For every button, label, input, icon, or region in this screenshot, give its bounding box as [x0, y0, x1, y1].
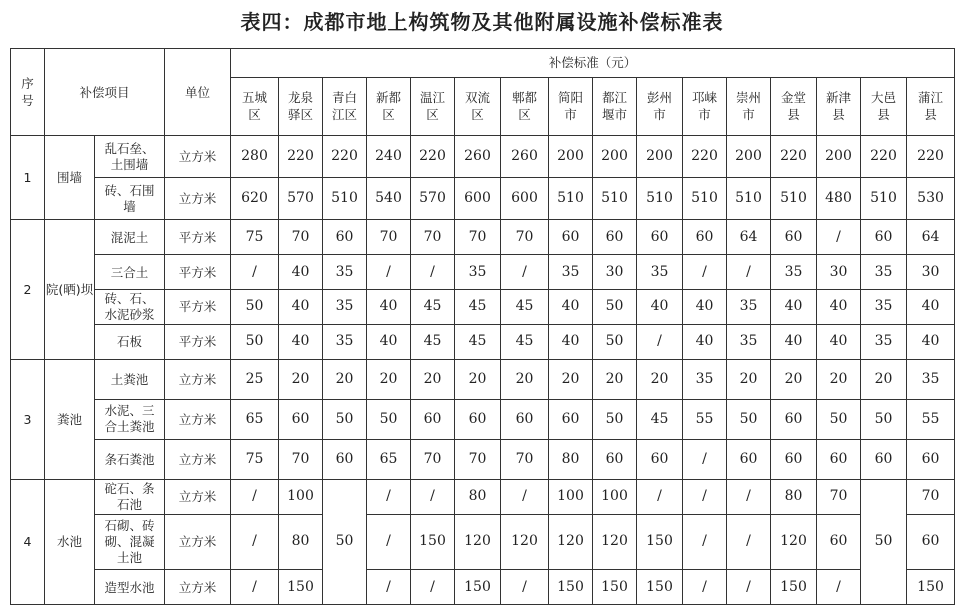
value-cell: / [727, 570, 771, 605]
value-cell: 510 [771, 178, 817, 220]
table-row [11, 359, 955, 399]
value-cell: 20 [861, 359, 907, 399]
category-cell: 粪池 [45, 359, 95, 479]
value-cell: / [637, 324, 683, 359]
value-cell: 70 [501, 220, 549, 255]
district-header: 简阳市 [549, 77, 593, 135]
value-cell: 40 [367, 290, 411, 325]
district-header: 彭州市 [637, 77, 683, 135]
value-cell: / [637, 479, 683, 514]
value-cell: 35 [861, 324, 907, 359]
value-cell: 80 [549, 439, 593, 479]
value-cell: 150 [593, 570, 637, 605]
value-cell: 150 [907, 570, 955, 605]
value-cell: 35 [771, 255, 817, 290]
item-label: 造型水池 [104, 579, 155, 595]
unit-cell: 平方米 [165, 220, 231, 255]
seq-cell: 2 [11, 220, 45, 360]
value-cell: 20 [593, 359, 637, 399]
value-cell: 50 [593, 290, 637, 325]
district-header: 青白江区 [323, 77, 367, 135]
unit-cell: 立方米 [165, 399, 231, 439]
value-cell: 510 [683, 178, 727, 220]
value-cell: 150 [637, 514, 683, 569]
value-cell: 70 [455, 439, 501, 479]
item-cell [95, 514, 165, 569]
value-cell: 50 [367, 399, 411, 439]
item-cell [95, 220, 165, 255]
value-cell: 260 [501, 136, 549, 178]
value-cell: 220 [323, 136, 367, 178]
value-cell: 280 [231, 136, 279, 178]
value-cell: 200 [593, 136, 637, 178]
value-cell: 40 [549, 290, 593, 325]
item-label: 砖、石围墙 [104, 182, 155, 214]
value-cell: 55 [683, 399, 727, 439]
value-cell: 100 [593, 479, 637, 514]
value-cell: 40 [907, 290, 955, 325]
value-cell: 40 [683, 324, 727, 359]
value-cell: / [231, 514, 279, 569]
unit-cell: 平方米 [165, 324, 231, 359]
value-cell: / [727, 514, 771, 569]
value-cell: 260 [455, 136, 501, 178]
value-cell: 70 [279, 439, 323, 479]
value-cell: 20 [549, 359, 593, 399]
value-cell: 60 [637, 439, 683, 479]
value-cell: 220 [771, 136, 817, 178]
table-row [11, 255, 955, 290]
value-cell: 100 [549, 479, 593, 514]
value-cell: / [501, 570, 549, 605]
value-cell: / [683, 439, 727, 479]
value-cell: 70 [907, 479, 955, 514]
item-label: 乱石垒、土围墙 [104, 140, 155, 172]
seq-cell: 1 [11, 136, 45, 220]
value-cell: 20 [771, 359, 817, 399]
value-cell: 35 [637, 255, 683, 290]
table-row [11, 324, 955, 359]
value-cell: 40 [279, 290, 323, 325]
item-cell [95, 290, 165, 325]
district-header: 双流区 [455, 77, 501, 135]
value-cell: 20 [637, 359, 683, 399]
value-cell: 60 [637, 220, 683, 255]
value-cell: / [411, 255, 455, 290]
unit-cell: 立方米 [165, 178, 231, 220]
value-cell: 45 [501, 324, 549, 359]
value-cell: 50 [593, 324, 637, 359]
unit-cell: 平方米 [165, 290, 231, 325]
item-label: 混泥土 [110, 229, 149, 245]
item-cell [95, 570, 165, 605]
value-cell: 40 [279, 255, 323, 290]
value-cell: 240 [367, 136, 411, 178]
value-cell: / [367, 514, 411, 569]
item-cell [95, 399, 165, 439]
value-cell: 120 [501, 514, 549, 569]
value-cell: 570 [279, 178, 323, 220]
value-cell: 220 [683, 136, 727, 178]
value-cell: 45 [455, 324, 501, 359]
header-seq: 序号 [11, 49, 45, 136]
value-cell: 220 [411, 136, 455, 178]
value-cell: 35 [323, 324, 367, 359]
value-cell: 35 [455, 255, 501, 290]
category-cell: 院(晒)坝 [45, 220, 95, 360]
district-header: 郫都区 [501, 77, 549, 135]
value-cell: 40 [683, 290, 727, 325]
value-cell: 60 [323, 439, 367, 479]
item-label: 砣石、条石池 [104, 480, 155, 512]
value-cell: 20 [367, 359, 411, 399]
value-cell: 200 [549, 136, 593, 178]
value-cell: 510 [323, 178, 367, 220]
value-cell: 50 [231, 290, 279, 325]
value-cell: 40 [279, 324, 323, 359]
value-cell: 50 [593, 399, 637, 439]
item-label: 条石粪池 [104, 451, 155, 467]
district-header: 新都区 [367, 77, 411, 135]
value-cell: / [683, 255, 727, 290]
value-cell: 55 [907, 399, 955, 439]
value-cell: 510 [727, 178, 771, 220]
item-label: 石板 [117, 334, 143, 350]
value-cell: 60 [771, 399, 817, 439]
value-cell: 510 [549, 178, 593, 220]
value-cell: 80 [279, 514, 323, 569]
item-label: 砖、石、水泥砂浆 [104, 290, 155, 322]
value-cell: 620 [231, 178, 279, 220]
value-cell: 45 [501, 290, 549, 325]
value-cell: 570 [411, 178, 455, 220]
district-header: 金堂县 [771, 77, 817, 135]
table-row [11, 220, 955, 255]
page-title: 表四：成都市地上构筑物及其他附属设施补偿标准表 [240, 10, 724, 34]
value-cell: 60 [771, 439, 817, 479]
value-cell: 60 [549, 399, 593, 439]
item-label: 石砌、砖砌、混凝土池 [104, 517, 155, 565]
value-cell: 150 [771, 570, 817, 605]
value-cell: / [817, 220, 861, 255]
item-cell [95, 439, 165, 479]
value-cell: 45 [455, 290, 501, 325]
value-cell: 70 [411, 220, 455, 255]
unit-cell: 立方米 [165, 570, 231, 605]
value-cell: 20 [501, 359, 549, 399]
table-row [11, 290, 955, 325]
value-cell: 120 [455, 514, 501, 569]
value-cell: 45 [411, 290, 455, 325]
item-label: 水泥、三合土粪池 [104, 403, 155, 435]
value-cell: 30 [907, 255, 955, 290]
value-cell: 35 [727, 290, 771, 325]
value-cell: 20 [727, 359, 771, 399]
value-cell: 40 [637, 290, 683, 325]
value-cell: / [727, 255, 771, 290]
value-cell: 60 [323, 220, 367, 255]
header-unit: 单位 [165, 49, 231, 136]
item-cell [95, 359, 165, 399]
value-cell: 40 [549, 324, 593, 359]
value-cell: 60 [907, 514, 955, 569]
value-cell: 45 [637, 399, 683, 439]
value-cell: / [367, 570, 411, 605]
unit-cell: 立方米 [165, 479, 231, 514]
value-cell: 20 [411, 359, 455, 399]
value-cell: 20 [323, 359, 367, 399]
district-header: 五城区 [231, 77, 279, 135]
value-cell: 35 [323, 255, 367, 290]
district-header: 新津县 [817, 77, 861, 135]
value-cell: 60 [907, 439, 955, 479]
value-cell: 60 [861, 439, 907, 479]
item-cell [95, 479, 165, 514]
district-header: 大邑县 [861, 77, 907, 135]
value-cell: 80 [455, 479, 501, 514]
value-cell: 50 [727, 399, 771, 439]
unit-cell: 立方米 [165, 514, 231, 569]
value-cell: 70 [367, 220, 411, 255]
value-cell: 40 [367, 324, 411, 359]
value-cell: 60 [727, 439, 771, 479]
table-row [11, 570, 955, 605]
value-cell: 600 [455, 178, 501, 220]
merged-value-cell: 50 [323, 479, 367, 604]
merged-value-cell: 50 [861, 479, 907, 604]
value-cell: 60 [549, 220, 593, 255]
value-cell: 60 [817, 439, 861, 479]
table-row [11, 178, 955, 220]
district-header: 龙泉驿区 [279, 77, 323, 135]
value-cell: / [231, 570, 279, 605]
unit-cell: 立方米 [165, 136, 231, 178]
value-cell: 40 [771, 324, 817, 359]
item-cell [95, 324, 165, 359]
value-cell: 120 [549, 514, 593, 569]
value-cell: 35 [727, 324, 771, 359]
value-cell: 40 [771, 290, 817, 325]
value-cell: 150 [279, 570, 323, 605]
unit-cell: 立方米 [165, 439, 231, 479]
item-cell [95, 178, 165, 220]
value-cell: 35 [683, 359, 727, 399]
value-cell: 150 [549, 570, 593, 605]
value-cell: 60 [771, 220, 817, 255]
value-cell: 30 [593, 255, 637, 290]
item-cell [95, 136, 165, 178]
district-header: 都江堰市 [593, 77, 637, 135]
value-cell: 510 [637, 178, 683, 220]
value-cell: 40 [817, 324, 861, 359]
value-cell: 70 [455, 220, 501, 255]
value-cell: 60 [683, 220, 727, 255]
value-cell: 64 [907, 220, 955, 255]
value-cell: 70 [411, 439, 455, 479]
item-label: 土粪池 [110, 371, 149, 387]
value-cell: / [231, 479, 279, 514]
value-cell: 220 [279, 136, 323, 178]
table-row [11, 136, 955, 178]
district-header: 崇州市 [727, 77, 771, 135]
value-cell: / [411, 479, 455, 514]
value-cell: / [231, 255, 279, 290]
value-cell: 60 [501, 399, 549, 439]
table-row [11, 514, 955, 569]
value-cell: / [501, 255, 549, 290]
value-cell: 200 [637, 136, 683, 178]
value-cell: 25 [231, 359, 279, 399]
value-cell: 30 [817, 255, 861, 290]
value-cell: 75 [231, 439, 279, 479]
unit-cell: 平方米 [165, 255, 231, 290]
value-cell: 60 [817, 514, 861, 569]
value-cell: / [683, 479, 727, 514]
value-cell: 35 [323, 290, 367, 325]
table-row [11, 479, 955, 514]
value-cell: 20 [817, 359, 861, 399]
compensation-table [10, 48, 955, 605]
seq-cell: 3 [11, 359, 45, 479]
value-cell: 60 [455, 399, 501, 439]
value-cell: 65 [231, 399, 279, 439]
item-label: 三合土 [110, 264, 149, 280]
value-cell: 50 [323, 399, 367, 439]
district-header: 温江区 [411, 77, 455, 135]
value-cell: / [683, 570, 727, 605]
category-cell: 围墙 [45, 136, 95, 220]
value-cell: 60 [593, 439, 637, 479]
value-cell: 65 [367, 439, 411, 479]
value-cell: 50 [861, 399, 907, 439]
value-cell: 220 [907, 136, 955, 178]
value-cell: 120 [771, 514, 817, 569]
value-cell: 50 [231, 324, 279, 359]
header-item: 补偿项目 [45, 49, 165, 136]
value-cell: 150 [455, 570, 501, 605]
value-cell: 60 [279, 399, 323, 439]
value-cell: 510 [861, 178, 907, 220]
district-header: 邛崃市 [683, 77, 727, 135]
value-cell: 60 [411, 399, 455, 439]
value-cell: 20 [455, 359, 501, 399]
value-cell: 60 [593, 220, 637, 255]
table-row [11, 399, 955, 439]
value-cell: 60 [861, 220, 907, 255]
item-cell [95, 255, 165, 290]
value-cell: 150 [411, 514, 455, 569]
value-cell: 70 [279, 220, 323, 255]
value-cell: 70 [817, 479, 861, 514]
value-cell: 200 [817, 136, 861, 178]
value-cell: / [501, 479, 549, 514]
value-cell: 75 [231, 220, 279, 255]
value-cell: 40 [907, 324, 955, 359]
value-cell: 64 [727, 220, 771, 255]
value-cell: 540 [367, 178, 411, 220]
value-cell: 200 [727, 136, 771, 178]
value-cell: 35 [907, 359, 955, 399]
category-cell: 水池 [45, 479, 95, 604]
value-cell: 510 [593, 178, 637, 220]
value-cell: 480 [817, 178, 861, 220]
value-cell: / [367, 479, 411, 514]
value-cell: 120 [593, 514, 637, 569]
value-cell: / [411, 570, 455, 605]
value-cell: 530 [907, 178, 955, 220]
district-header: 蒲江县 [907, 77, 955, 135]
value-cell: 220 [861, 136, 907, 178]
table-row [11, 439, 955, 479]
value-cell: 100 [279, 479, 323, 514]
value-cell: 35 [861, 290, 907, 325]
value-cell: / [817, 570, 861, 605]
value-cell: 35 [861, 255, 907, 290]
value-cell: 40 [817, 290, 861, 325]
header-standard: 补偿标准（元） [231, 49, 955, 78]
value-cell: / [367, 255, 411, 290]
value-cell: 150 [637, 570, 683, 605]
value-cell: 70 [501, 439, 549, 479]
unit-cell: 立方米 [165, 359, 231, 399]
seq-cell: 4 [11, 479, 45, 604]
value-cell: / [683, 514, 727, 569]
value-cell: 50 [817, 399, 861, 439]
value-cell: 35 [549, 255, 593, 290]
value-cell: 20 [279, 359, 323, 399]
value-cell: / [727, 479, 771, 514]
value-cell: 600 [501, 178, 549, 220]
value-cell: 45 [411, 324, 455, 359]
value-cell: 80 [771, 479, 817, 514]
